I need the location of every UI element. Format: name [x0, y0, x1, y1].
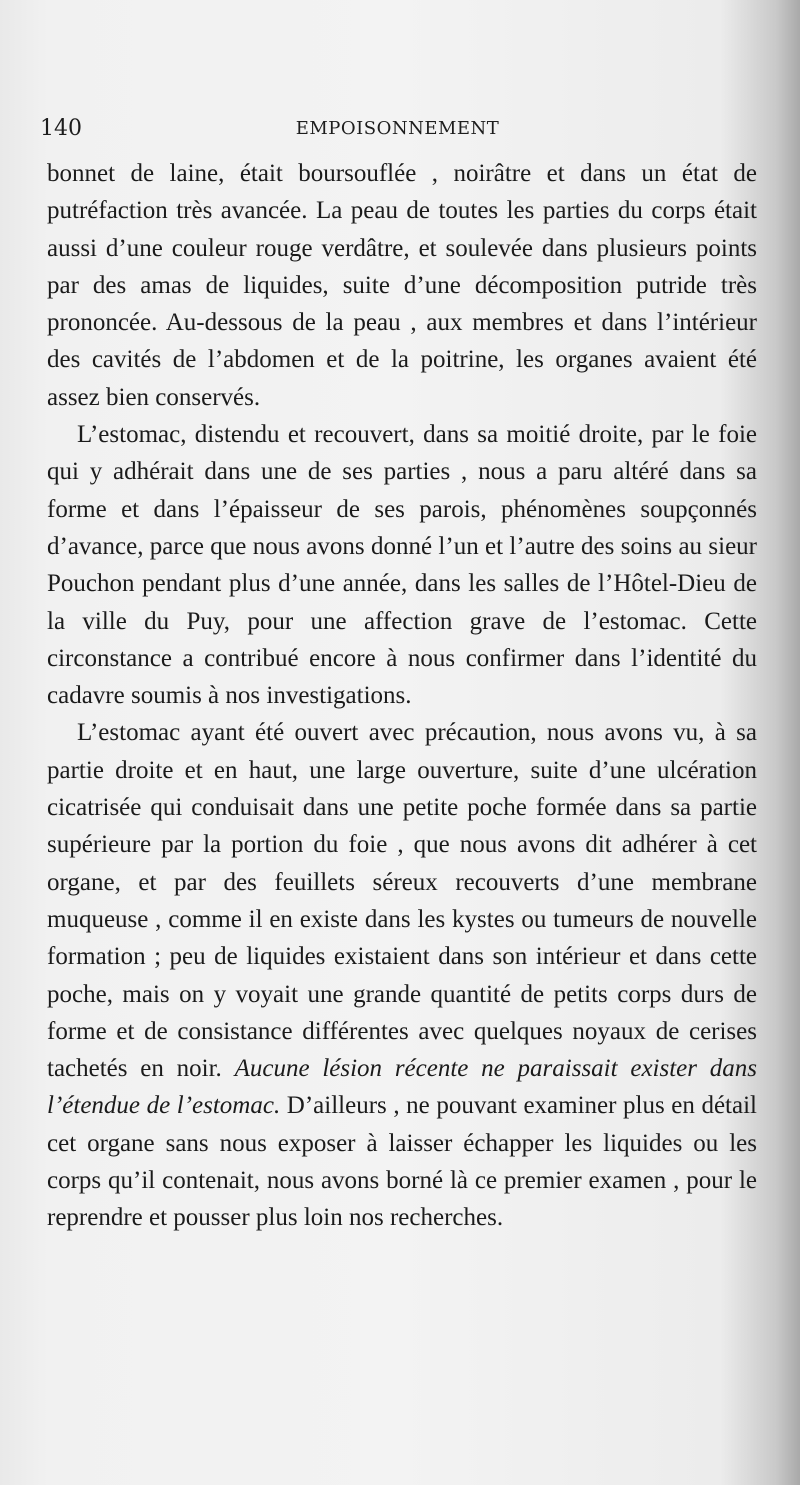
paragraph-1: bonnet de laine, était boursouflée , noirâtre et dans un état de putréfaction très avancée. La peau de toutes les parties du corps était aussi d’une couleur rouge verdâtre, et soulevée dans plusieurs points par des amas de liquides, suite d’une décomposition putride très prononcée. Au-dessous de la peau , aux membres et dans l’intérieur des cavités de l’abdomen et de la poitrine, les organes avaient été assez bien conservés. — [47, 160, 757, 411]
body-text — [47, 155, 757, 1237]
running-title: EMPOISONNEMENT — [295, 118, 500, 139]
paragraph-3-italic-text: Aucune lésion récente ne paraissait exister dans l’étendue de l’estomac. — [47, 1055, 757, 1120]
paragraph-2: L’estomac, distendu et recouvert, dans sa moitié droite, par le foie qui y adhérait dans une de ses parties , nous a paru altéré dans sa forme et dans l’épaisseur de ses parois, phénomènes soupçonnés d’avance, parce que nous avons donné l’un et l’autre des soins au sieur Pouchon pendant plus d’une année, dans les salles de l’Hôtel-Dieu de la ville du Puy, pour une affection grave de l’estomac. Cette circonstance a contribué encore à nous confirmer dans l’identité du cadavre soumis à nos investigations. — [47, 421, 757, 710]
paragraph-3 — [47, 714, 757, 1236]
page-header — [40, 116, 755, 146]
paragraph-3-text-after-italic: D’ailleurs , ne pouvant examiner plus en détail cet organe sans nous exposer à laisser échapper les liquides ou les corps qu’il contenait, nous avons borné là ce premier examen , pour le reprendre et pousser plus loin nos recherches. — [47, 1092, 757, 1232]
paragraph-3-text-before-italic: L’estomac ayant été ouvert avec précaution, nous avons vu, à sa partie droite et en haut, une large ouverture, suite d’une ulcération cicatrisée qui conduisait dans une petite poche formée dans sa partie supérieure par la portion du foie , que nous avons dit adhérer à cet organe, et par des feuillets séreux recouverts d’une membrane muqueuse , comme il en existe dans les kystes ou tumeurs de nouvelle formation ; peu de liquides existaient dans son intérieur et dans cette poche, mais on y voyait une grande quantité de petits corps durs de forme et de consistance différentes avec quelques noyaux de cerises tachetés en noir. — [47, 719, 757, 1083]
page-number: 140 — [40, 116, 82, 141]
